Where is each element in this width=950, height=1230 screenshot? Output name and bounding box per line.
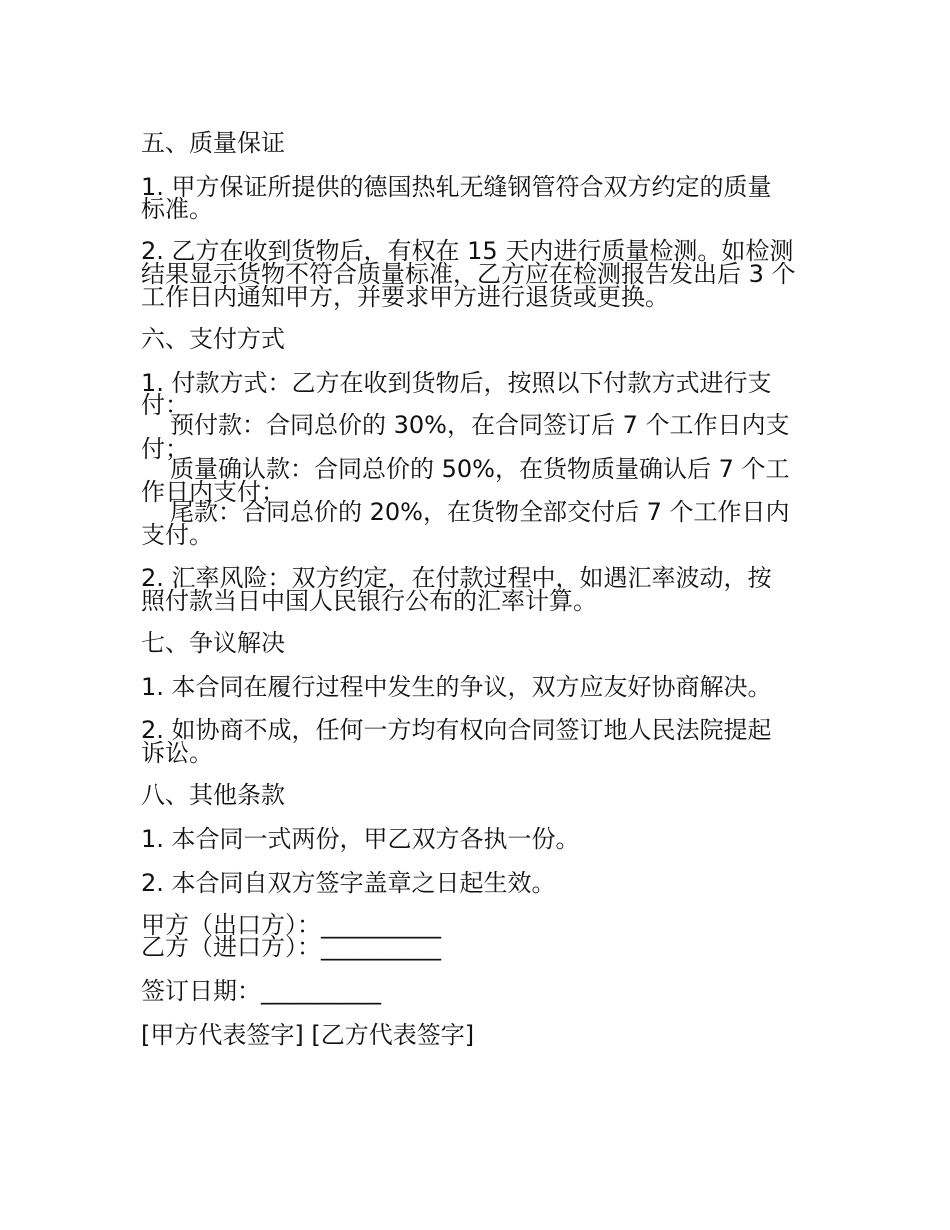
section-heading-other: 八、其他条款 [141,781,285,809]
quality-clause-2-line-2: 结果显示货物不符合质量标准，乙方应在检测报告发出后 3 个 [141,260,796,288]
payment-item-quality-line-1: 质量确认款：合同总价的 50%，在货物质量确认后 7 个工 [170,455,790,483]
dispute-clause-1: 1. 本合同在履行过程中发生的争议，双方应友好协商解决。 [141,673,772,701]
payment-clause-1-line-2: 付： [141,391,189,419]
section-heading-payment: 六、支付方式 [141,325,285,353]
dispute-clause-2-line-2: 诉讼。 [141,739,213,767]
dispute-clause-2-line-1: 2. 如协商不成，任何一方均有权向合同签订地人民法院提起 [141,716,772,744]
payment-item-quality-line-2: 作日内支付； [141,478,285,506]
payment-item-final-line-2: 支付。 [141,521,213,549]
section-heading-dispute: 七、争议解决 [141,629,285,657]
payment-item-final-line-1: 尾款：合同总价的 20%，在货物全部交付后 7 个工作日内 [170,498,790,526]
payment-clause-1-line-1: 1. 付款方式：乙方在收到货物后，按照以下付款方式进行支 [141,369,772,397]
party-a-signature-line: 甲方（出口方）：__________ [141,911,441,939]
quality-clause-1-line-1: 1. 甲方保证所提供的德国热轧无缝钢管符合双方约定的质量 [141,173,772,201]
quality-clause-1-line-2: 标准。 [141,195,213,223]
payment-item-advance-line-2: 付； [141,435,189,463]
other-clause-2: 2. 本合同自双方签字盖章之日起生效。 [141,869,556,897]
quality-clause-2-line-3: 工作日内通知甲方，并要求甲方进行退货或更换。 [141,283,669,311]
payment-clause-2-line-2: 照付款当日中国人民银行公布的汇率计算。 [141,587,597,615]
representative-signatures: [甲方代表签字] [乙方代表签字] [141,1021,475,1049]
signing-date-line: 签订日期：__________ [141,977,381,1005]
other-clause-1: 1. 本合同一式两份，甲乙双方各执一份。 [141,825,580,853]
quality-clause-2-line-1: 2. 乙方在收到货物后，有权在 15 天内进行质量检测。如检测 [141,237,794,265]
payment-item-advance-line-1: 预付款：合同总价的 30%，在合同签订后 7 个工作日内支 [170,411,790,439]
payment-clause-2-line-1: 2. 汇率风险：双方约定，在付款过程中，如遇汇率波动，按 [141,564,772,592]
section-heading-quality: 五、质量保证 [141,129,285,157]
party-b-signature-line: 乙方（进口方）：__________ [141,933,441,961]
